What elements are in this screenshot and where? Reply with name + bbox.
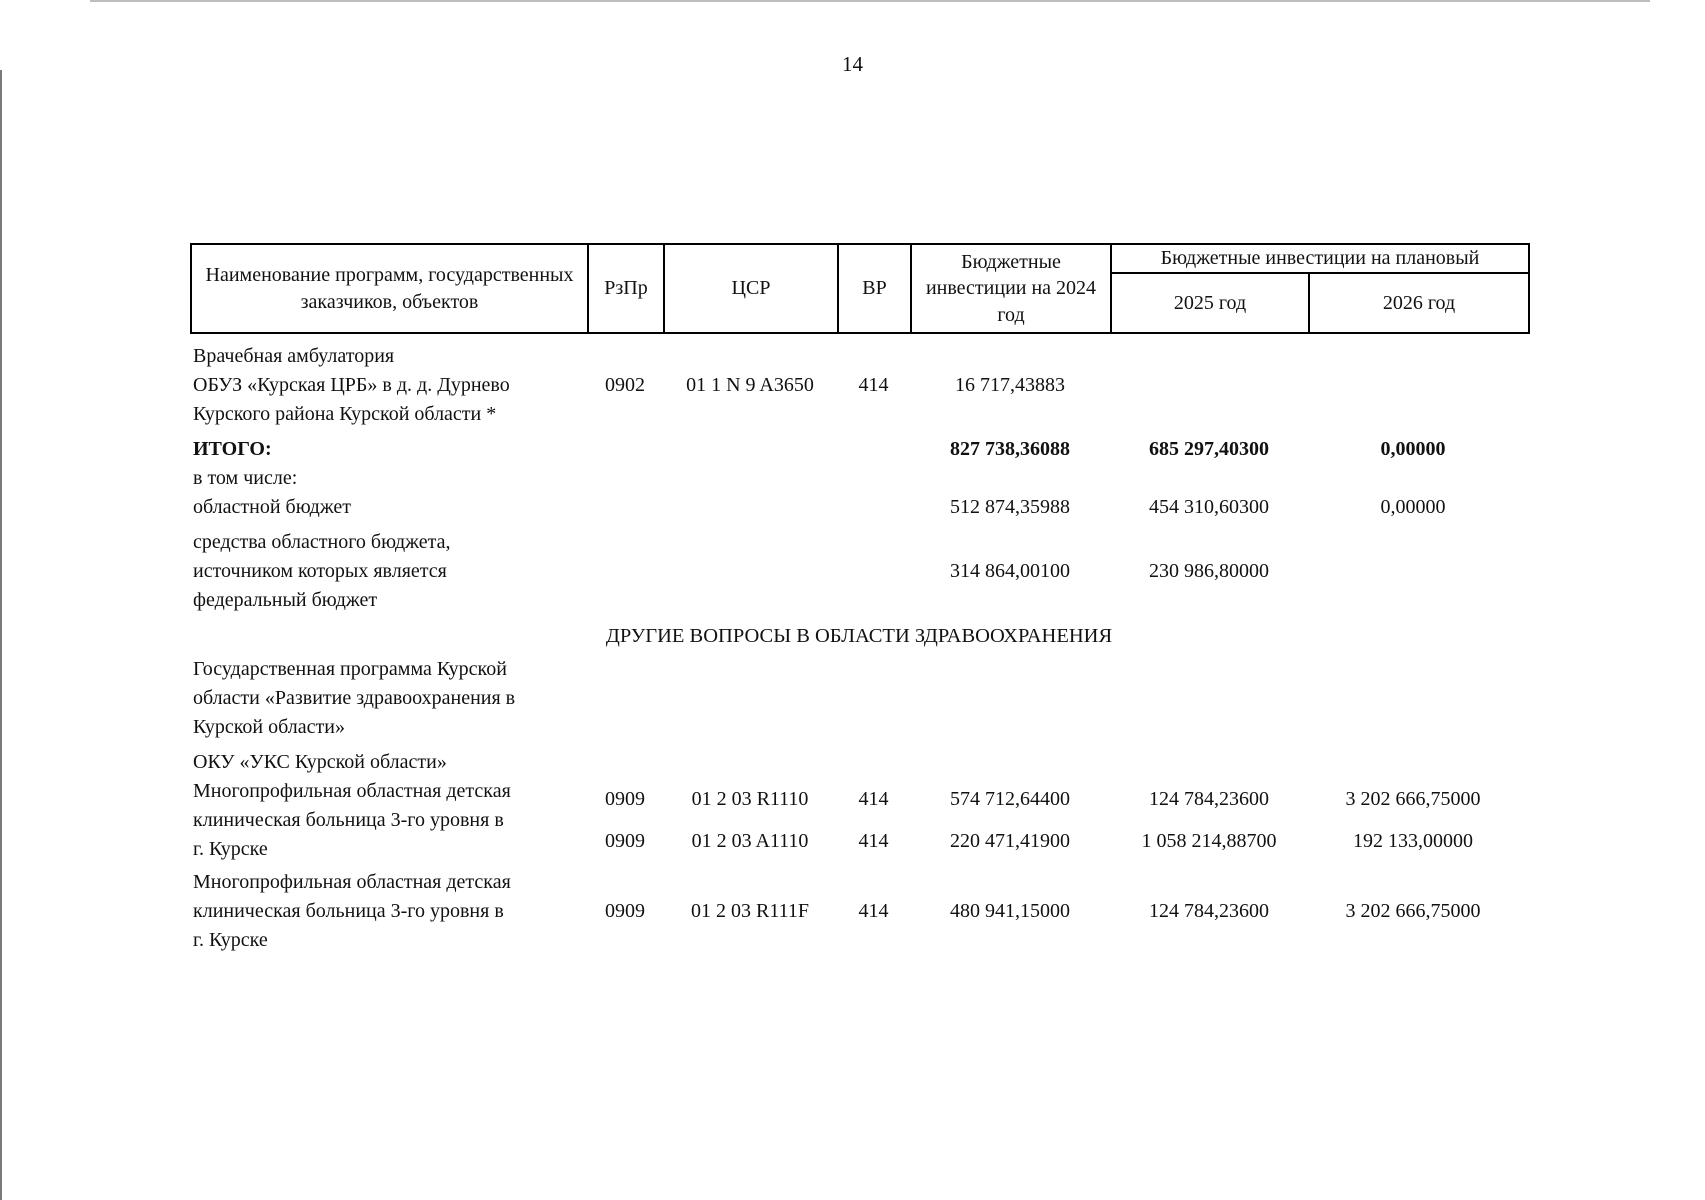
page-number: 14 [842, 52, 863, 76]
row-label: федеральный бюджет [193, 589, 378, 611]
cell-2024: 480 941,15000 [950, 900, 1070, 922]
table-header [190, 243, 1530, 334]
row-label: Государственная программа Курской [193, 658, 507, 680]
cell-2026: 0,00000 [1380, 496, 1446, 518]
cell-rzpr: 0909 [605, 900, 645, 922]
table-row [190, 528, 1528, 615]
cell-2024: 314 864,00100 [950, 560, 1070, 582]
row-label: в том числе: [193, 467, 298, 489]
header-csr: ЦСР [664, 244, 838, 333]
row-label: источником которых является [193, 560, 447, 582]
total-row [190, 435, 1528, 464]
header-investments-2024: Бюджетные инвестиции на 2024 год [911, 244, 1111, 333]
table-row [190, 342, 1528, 429]
cell-csr: 01 1 N 9 A3650 [686, 374, 814, 396]
row-label: Врачебная амбулатория [193, 345, 395, 367]
row-label: клиническая больница 3-го уровня в [193, 900, 504, 922]
cell-2026: 192 133,00000 [1353, 830, 1473, 852]
scan-edge-top [90, 0, 1650, 2]
scan-edge-left [0, 70, 2, 1200]
cell-2026: 3 202 666,75000 [1345, 900, 1481, 922]
row-label: г. Курске [193, 838, 268, 860]
cell-2025: 230 986,80000 [1149, 560, 1269, 582]
cell-vr: 414 [858, 900, 889, 922]
total-2025: 685 297,40300 [1149, 438, 1269, 460]
header-year-2025: 2025 год [1111, 273, 1309, 333]
row-label: ОКУ «УКС Курской области» [193, 751, 447, 773]
table-row [190, 464, 1528, 493]
row-label: г. Курске [193, 929, 268, 951]
header-name: Наименование программ, государственных заказчиков, объектов [191, 244, 588, 333]
table-row [190, 868, 1528, 955]
table-body [190, 342, 1528, 955]
cell-rzpr: 0902 [605, 374, 645, 396]
cell-csr: 01 2 03 R111F [691, 900, 809, 922]
header-year-2026: 2026 год [1309, 273, 1529, 333]
row-label: Курского района Курской области * [193, 403, 497, 425]
cell-csr: 01 2 03 A1110 [691, 830, 809, 852]
cell-rzpr: 0909 [605, 788, 645, 810]
row-label: средства областного бюджета, [193, 531, 451, 553]
total-label: ИТОГО: [193, 438, 272, 460]
header-rzpr: РзПр [588, 244, 664, 333]
cell-2024: 220 471,41900 [950, 830, 1070, 852]
cell-csr: 01 2 03 R1110 [691, 788, 809, 810]
cell-vr: 414 [858, 374, 889, 396]
cell-2025: 454 310,60300 [1149, 496, 1269, 518]
table-row [190, 748, 1528, 777]
cell-2025: 124 784,23600 [1149, 788, 1269, 810]
cell-2024: 16 717,43883 [955, 374, 1065, 396]
total-2024: 827 738,36088 [950, 438, 1070, 460]
row-label: клиническая больница 3-го уровня в [193, 809, 504, 831]
row-label: ОБУЗ «Курская ЦРБ» в д. д. Дурнево [193, 374, 510, 396]
table-subrow [587, 779, 1518, 821]
header-investments-plan: Бюджетные инвестиции на плановый [1111, 244, 1529, 273]
budget-table [190, 243, 1528, 955]
table-row [190, 777, 1528, 864]
row-label: Курской области» [193, 716, 345, 738]
row-label: Многопрофильная областная детская [193, 871, 511, 893]
table-row [190, 655, 1528, 742]
cell-2025: 124 784,23600 [1149, 900, 1269, 922]
cell-vr: 414 [858, 788, 889, 810]
table-row [190, 493, 1528, 522]
table-subrow [587, 821, 1518, 863]
section-title: ДРУГИЕ ВОПРОСЫ В ОБЛАСТИ ЗДРАВООХРАНЕНИЯ [605, 625, 1113, 647]
row-label: областной бюджет [193, 496, 352, 518]
cell-2026: 3 202 666,75000 [1345, 788, 1481, 810]
header-vr: ВР [838, 244, 911, 333]
row-label: области «Развитие здравоохранения в [193, 687, 516, 709]
cell-rzpr: 0909 [605, 830, 645, 852]
cell-2025: 1 058 214,88700 [1141, 830, 1277, 852]
row-label: Многопрофильная областная детская [193, 780, 511, 802]
cell-vr: 414 [858, 830, 889, 852]
cell-2024: 512 874,35988 [950, 496, 1070, 518]
total-2026: 0,00000 [1380, 438, 1446, 460]
cell-2024: 574 712,64400 [950, 788, 1070, 810]
